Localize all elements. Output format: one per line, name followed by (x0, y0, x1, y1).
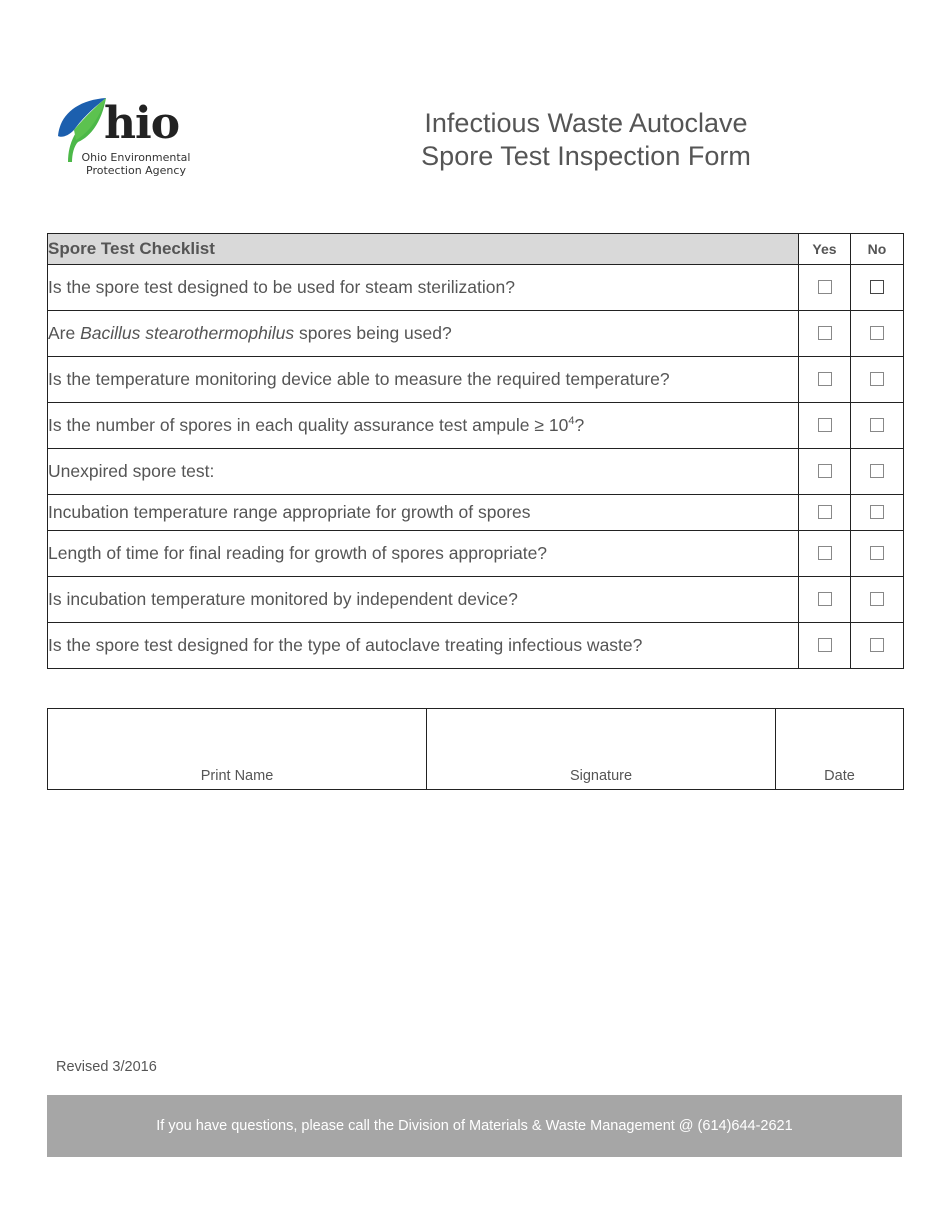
agency-line-1: Ohio Environmental (81, 151, 191, 164)
checklist-row (48, 623, 904, 669)
no-checkbox[interactable] (870, 326, 884, 340)
checklist-row (48, 311, 904, 357)
checklist-row (48, 495, 904, 531)
logo-agency-name (71, 151, 201, 177)
date-label: Date (824, 768, 855, 784)
yes-checkbox[interactable] (818, 418, 832, 432)
checklist-row (48, 577, 904, 623)
exponent: 4 (568, 415, 575, 428)
signature-block (47, 708, 904, 790)
yes-checkbox[interactable] (818, 638, 832, 652)
date-field[interactable] (776, 709, 904, 790)
checklist-row (48, 265, 904, 311)
yes-checkbox[interactable] (818, 372, 832, 386)
yes-checkbox[interactable] (818, 326, 832, 340)
title-line-2: Spore Test Inspection Form (421, 141, 751, 171)
no-checkbox[interactable] (870, 505, 884, 519)
yes-checkbox[interactable] (818, 505, 832, 519)
no-checkbox[interactable] (870, 592, 884, 606)
species-name: Bacillus stearothermophilus (80, 323, 295, 343)
page-title (386, 107, 786, 173)
no-checkbox[interactable] (870, 464, 884, 478)
yes-checkbox[interactable] (818, 280, 832, 294)
question-text: Length of time for final reading for growth of spores appropriate? (48, 531, 799, 577)
ohio-epa-logo (56, 96, 196, 182)
checklist-row (48, 531, 904, 577)
checklist-header-row (48, 234, 904, 265)
revision-date: Revised 3/2016 (56, 1059, 157, 1075)
checklist-heading: Spore Test Checklist (48, 234, 799, 265)
question-text: Is the temperature monitoring device able to measure the required temperature? (48, 357, 799, 403)
no-checkbox[interactable] (870, 372, 884, 386)
yes-checkbox[interactable] (818, 546, 832, 560)
column-header-no: No (851, 234, 904, 265)
yes-checkbox[interactable] (818, 592, 832, 606)
question-text: Is the spore test designed to be used for steam sterilization? (48, 265, 799, 311)
no-checkbox[interactable] (870, 546, 884, 560)
question-text: Are Bacillus stearothermophilus spores being used? (48, 311, 799, 357)
checklist-row (48, 449, 904, 495)
footer-contact-banner (47, 1095, 902, 1157)
question-text: Unexpired spore test: (48, 449, 799, 495)
signature-field[interactable] (427, 709, 776, 790)
spore-test-checklist (47, 233, 904, 669)
question-text: Incubation temperature range appropriate for growth of spores (48, 495, 799, 531)
no-checkbox[interactable] (870, 418, 884, 432)
question-text: Is incubation temperature monitored by independent device? (48, 577, 799, 623)
question-text: Is the number of spores in each quality assurance test ampule ≥ $10^4$? (48, 403, 799, 449)
title-line-1: Infectious Waste Autoclave (424, 108, 748, 138)
print-name-label: Print Name (200, 768, 274, 784)
print-name-field[interactable] (48, 709, 427, 790)
question-text: Is the spore test designed for the type of autoclave treating infectious waste? (48, 623, 799, 669)
column-header-yes: Yes (799, 234, 851, 265)
checklist-row (48, 357, 904, 403)
agency-line-2: Protection Agency (86, 164, 186, 177)
no-checkbox[interactable] (870, 280, 884, 294)
no-checkbox[interactable] (870, 638, 884, 652)
footer-text: If you have questions, please call the Division of Materials & Waste Management @ (614)644-2621 (156, 1118, 793, 1134)
signature-label: Signature (569, 768, 633, 784)
yes-checkbox[interactable] (818, 464, 832, 478)
logo-wordmark: hio (104, 98, 180, 149)
checklist-row (48, 403, 904, 449)
